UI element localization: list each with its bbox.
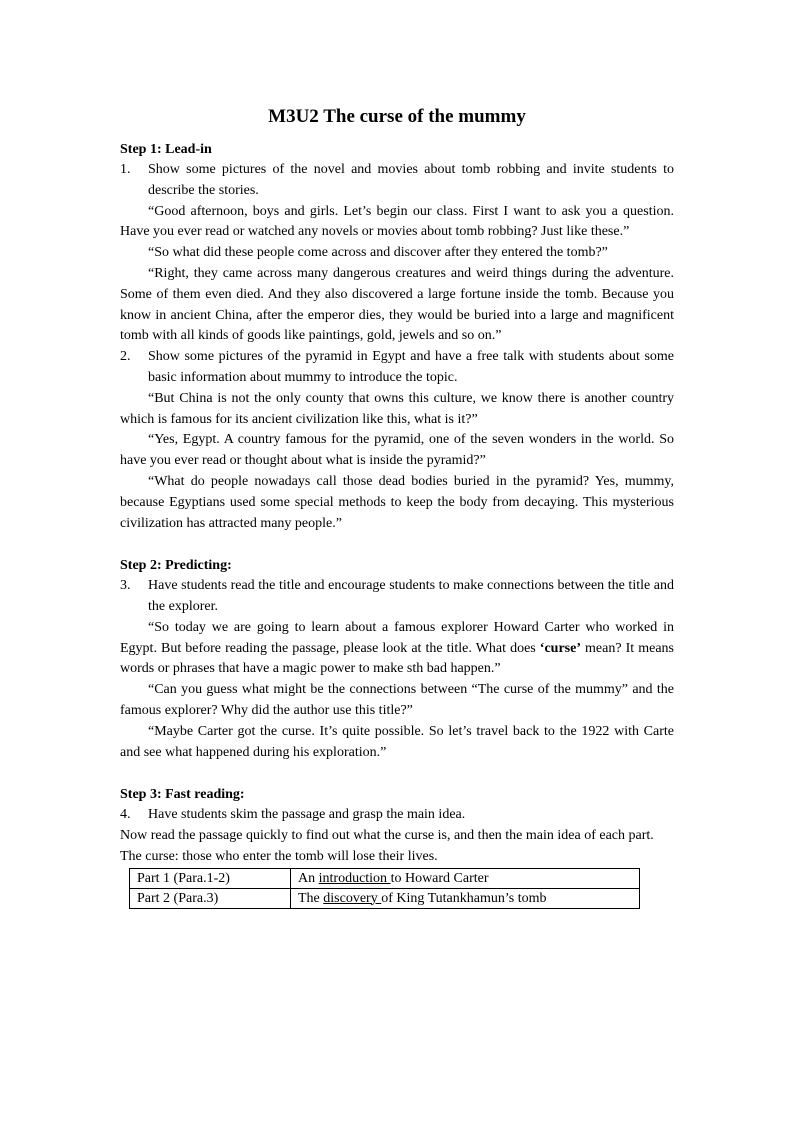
table-cell-part: Part 2 (Para.3) xyxy=(130,888,291,908)
list-item-1 xyxy=(120,160,674,202)
step2-heading: Step 2: Predicting: xyxy=(120,558,232,574)
idea-suffix: of King Tutankhamun’s tomb xyxy=(381,890,547,906)
list-number: 3. xyxy=(120,578,131,594)
table-row xyxy=(130,888,640,908)
list-number: 1. xyxy=(120,162,131,177)
dialogue-paragraph: “Can you guess what might be the connections between “The curse of the mummy” and the famous explorer? Why did the author use this title?” xyxy=(120,682,674,718)
list-number: 4. xyxy=(120,807,131,823)
list-number: 2. xyxy=(120,349,131,365)
instruction-text: Now read the passage quickly to find out what the curse is, and then the main idea of each part. xyxy=(120,827,654,843)
main-idea-table xyxy=(129,868,640,909)
list-item-2 xyxy=(120,347,674,389)
table-cell-part: Part 1 (Para.1-2) xyxy=(130,868,291,888)
dialogue-paragraph: “Maybe Carter got the curse. It’s quite possible. So let’s travel back to the 1922 with Carte and see what happened during his exploration.” xyxy=(120,723,674,760)
answer-blank: introduction xyxy=(318,870,391,886)
dialogue-paragraph: “So what did these people come across and discover after they entered the tomb?” xyxy=(148,245,608,261)
step1-heading: Step 1: Lead-in xyxy=(120,142,212,157)
dialogue-text: mean? It means words or phrases that have a magic power to make sth bad happen.” xyxy=(120,640,674,677)
list-text: Show some pictures of the pyramid in Egypt and have a free talk with students about some basic information about mummy to introduce the topic. xyxy=(148,349,674,385)
spacer xyxy=(120,763,674,784)
table-row xyxy=(130,868,640,888)
answer-blank: discovery xyxy=(323,890,382,906)
dialogue-text: “So today we are going to learn about a famous explorer Howard Carter who worked in Egypt. But before reading the passage, please look at the title. What does xyxy=(120,619,674,656)
list-item-3 xyxy=(120,576,674,618)
spacer xyxy=(120,534,674,555)
dialogue-paragraph: “Yes, Egypt. A country famous for the pyramid, one of the seven wonders in the world. So have you ever read or thought about what is inside the pyramid?” xyxy=(120,432,674,469)
idea-prefix: The xyxy=(298,890,324,906)
idea-suffix: to Howard Carter xyxy=(390,870,489,886)
document-page xyxy=(120,104,674,909)
dialogue-paragraph: “Right, they came across many dangerous creatures and weird things during the adventure. Some of them even died. And they also discovered a large fortune inside the tomb. Because you know in ancient China, after the emperor dies, they would be buried into a large and magnificent tomb with all kinds of goods like paintings, gold, jewels and so on.” xyxy=(120,265,674,344)
table-cell-idea xyxy=(291,868,640,888)
idea-prefix: An xyxy=(298,870,319,886)
list-text: Show some pictures of the novel and movies about tomb robbing and invite students to describe the stories. xyxy=(148,162,674,198)
dialogue-paragraph: “But China is not the only county that owns this culture, we know there is another country which is famous for its ancient civilization like this, what is it?” xyxy=(120,390,674,427)
dialogue-paragraph: “What do people nowadays call those dead bodies buried in the pyramid? Yes, mummy, because Egyptians used some special methods to keep the body from decaying. This mysterious civilization has attracted many people.” xyxy=(120,473,674,531)
list-text: Have students skim the passage and grasp the main idea. xyxy=(148,807,466,823)
dialogue-paragraph: “Good afternoon, boys and girls. Let’s begin our class. First I want to ask you a question. Have you ever read or watched any novels or movies about tomb robbing? Just like these.” xyxy=(120,203,674,240)
list-text: Have students read the title and encourage students to make connections between the title and the explorer. xyxy=(148,578,674,614)
curse-text: The curse: those who enter the tomb will lose their lives. xyxy=(120,848,438,864)
page-title: M3U2 The curse of the mummy xyxy=(268,106,526,127)
list-item-4 xyxy=(120,805,674,826)
step3-heading: Step 3: Fast reading: xyxy=(120,787,245,803)
bold-term: ‘curse’ xyxy=(539,640,581,656)
table-cell-idea xyxy=(291,888,640,908)
dialogue-paragraph xyxy=(120,618,674,680)
